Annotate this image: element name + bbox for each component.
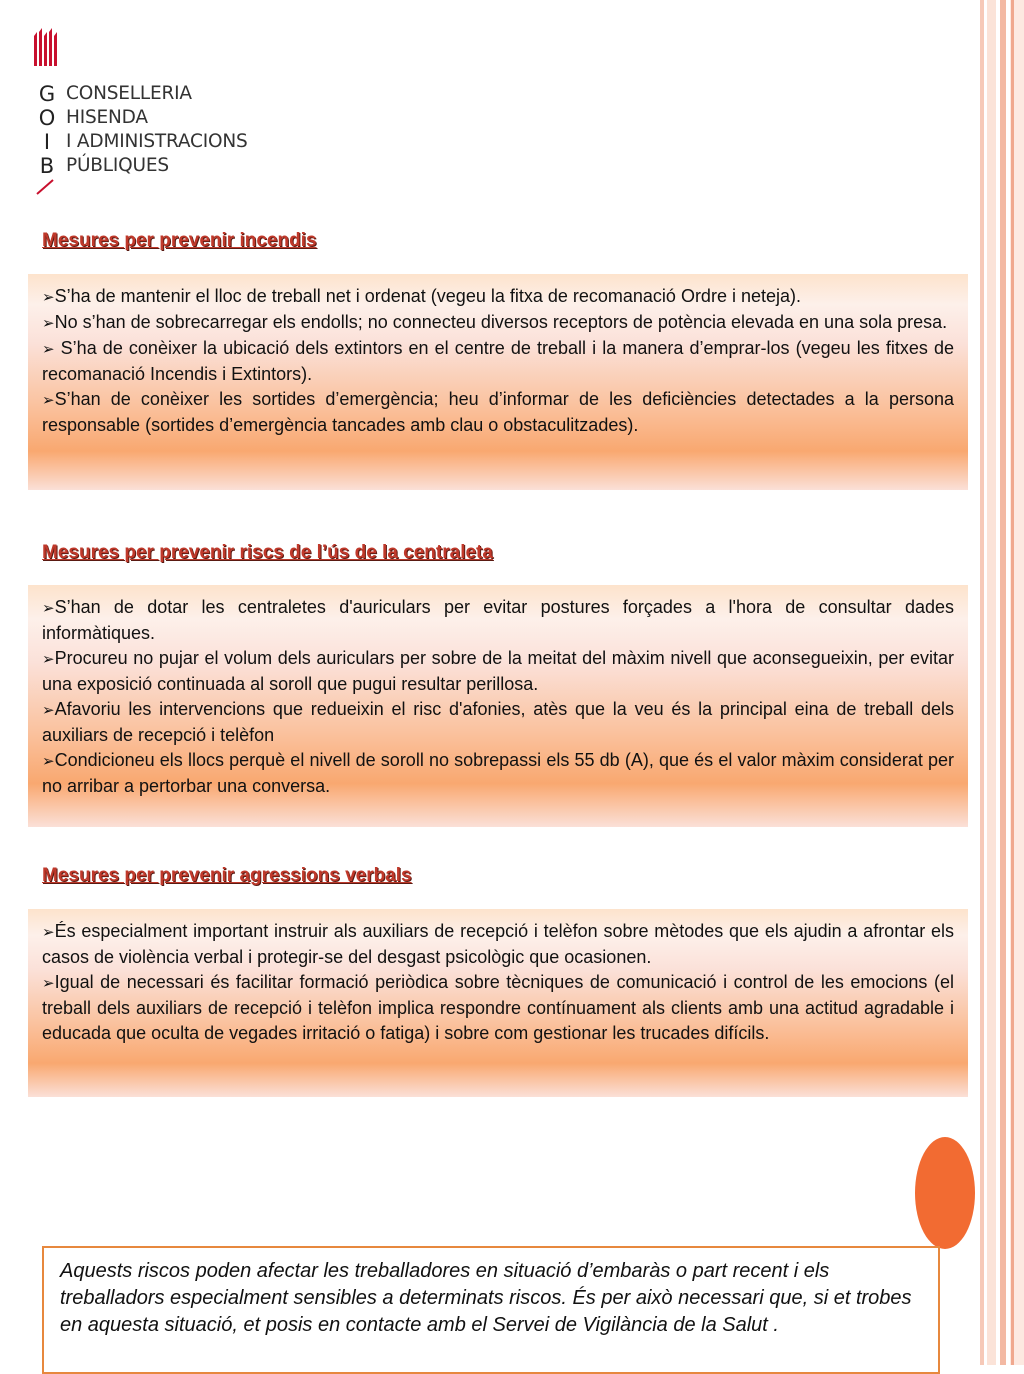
list-item-text: Igual de necessari és facilitar formació periòdica sobre tècniques de comunicació i control de les emocions (el treball dels auxiliars de recepció i telèfon implica respondre contínuament als clients amb una actitud agradable i educada que oculta de vegades irritació o fatiga) i sobre com gestionar les trucades difícils. [42, 972, 954, 1043]
section-heading: Mesures per prevenir riscs de l’ús de la centraleta [42, 542, 493, 563]
list-item [42, 646, 954, 697]
list-item [42, 748, 954, 799]
logo-letter: G [38, 82, 56, 106]
logo-text [66, 82, 248, 178]
arrow-bullet-icon: ➢ [42, 288, 55, 306]
notice-text: Aquests riscos poden afectar les treballadores en situació d’embaràs o part recent i els treballadors especialment sensibles a determinats riscos. És per això necessari que, si et trobes en aquesta situació, et posis en contacte amb el Servei de Vigilància de la Salut . [60, 1260, 912, 1336]
logo-letter: I [43, 130, 51, 154]
list-item [42, 697, 954, 748]
list-item [42, 336, 954, 387]
arrow-bullet-icon: ➢ [42, 391, 55, 409]
section-box [28, 909, 968, 1097]
coat-of-arms-icon [34, 28, 58, 68]
list-item [42, 595, 954, 646]
decorative-oval [915, 1137, 975, 1249]
arrow-bullet-icon: ➢ [42, 974, 55, 992]
list-item [42, 919, 954, 970]
section-heading: Mesures per prevenir incendis [42, 230, 317, 251]
arrow-bullet-icon: ➢ [42, 701, 55, 719]
logo-letter: B [39, 154, 55, 178]
logo-line: CONSELLERIA [66, 83, 192, 104]
logo-line: PÚBLIQUES [66, 155, 169, 176]
list-item [42, 310, 954, 336]
logo-line: I ADMINISTRACIONS [66, 131, 248, 152]
arrow-bullet-icon: ➢ [42, 650, 55, 668]
arrow-bullet-icon: ➢ [42, 599, 55, 617]
arrow-bullet-icon: ➢ [42, 923, 55, 941]
list-item [42, 387, 954, 438]
arrow-bullet-icon: ➢ [42, 314, 55, 332]
section-heading: Mesures per prevenir agressions verbals [42, 865, 412, 886]
list-item-text: S’han de conèixer les sortides d’emergència; heu d’informar de les deficiències detectades a la persona responsable (sortides d’emergència tancades amb clau o obstaculitzades). [42, 389, 954, 435]
section-box [28, 585, 968, 827]
logo-letters [34, 82, 60, 178]
list-item [42, 284, 954, 310]
logo-slash-icon [36, 178, 56, 196]
list-item-text: Procureu no pujar el volum dels auriculars per sobre de la meitat del màxim nivell que aconsegueixin, per evitar una exposició continuada al soroll que pugui resultar perillosa. [42, 648, 954, 694]
list-item-text: S’ha de mantenir el lloc de treball net i ordenat (vegeu la fitxa de recomanació Ordre i neteja). [54, 286, 801, 306]
list-item-text: No s’han de sobrecarregar els endolls; no connecteu diversos receptors de potència elevada en una sola presa. [54, 312, 948, 332]
list-item-text: S’ha de conèixer la ubicació dels extintors en el centre de treball i la manera d’emprar-los (vegeu les fitxes de recomanació Incendis i Extintors). [42, 338, 954, 384]
notice-box [42, 1246, 940, 1374]
logo-line: HISENDA [66, 107, 148, 128]
arrow-bullet-icon: ➢ [42, 752, 55, 770]
list-item-text: És especialment important instruir als auxiliars de recepció i telèfon sobre mètodes que els ajudin a afrontar els casos de violència verbal i protegir-se del desgast psicològic que ocasionen. [42, 921, 954, 967]
list-item-text: Condicioneu els llocs perquè el nivell de soroll no sobrepassi els 55 db (A), que és el valor màxim considerat per no arribar a pertorbar una conversa. [42, 750, 954, 796]
list-item [42, 970, 954, 1046]
arrow-bullet-icon: ➢ [42, 340, 55, 358]
decorative-stripes [974, 0, 1024, 1365]
section-box [28, 274, 968, 490]
list-item-text: S’han de dotar les centraletes d'auriculars per evitar postures forçades a l'hora de consultar dades informàtiques. [42, 597, 954, 643]
list-item-text: Afavoriu les intervencions que redueixin el risc d'afonies, atès que la veu és la principal eina de treball dels auxiliars de recepció i telèfon [42, 699, 954, 745]
goib-logo [34, 28, 264, 198]
logo-letter: O [38, 106, 56, 130]
